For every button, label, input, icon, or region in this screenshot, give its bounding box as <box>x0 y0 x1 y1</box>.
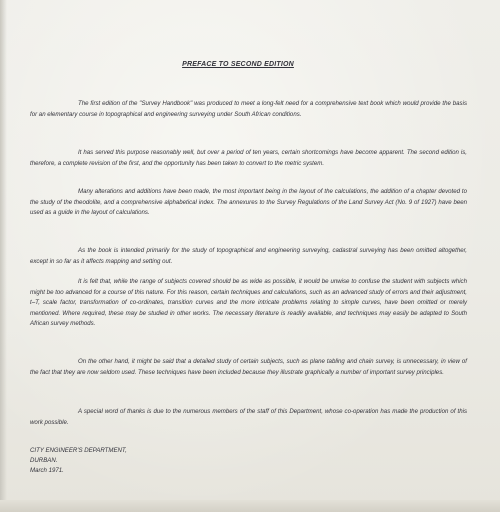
paragraph-second-edition: It has served this purpose reasonably well, but over a period of ten years, certain shortcomings have become apparent. The second edition is, therefore, a complete revision of the first, and the opportunity has been taken to convert to the metric system. <box>30 149 467 167</box>
paragraph-subjects-omitted: It is felt that, while the range of subjects covered should be as wide as possible, it would be unwise to confuse the student with subjects which might be too advanced for a course of this nature. For this reason, certain techniques and calculations, such as an advanced study of errors and their adjustment, t–T, scale factor, transformation of co-ordinates, transition curves and the more intricate problems relating to simple curves, have been omitted or merely mentioned. Where required, these may be studied in other works. The necessary literature is readily available, and techniques may easily be adapted to South African survey methods. <box>30 278 467 327</box>
page-title: PREFACE TO SECOND EDITION <box>182 61 294 68</box>
signature-city: DURBAN. <box>30 457 58 464</box>
paragraph-alterations: Many alterations and additions have been made, the most important being in the layout of the calculations, the addition of a chapter devoted to the study of the theodolite, and a comprehensive alphabetical index. The annexures to the Survey Regulations of the Land Survey Act (No. 9 of 1927) have been used as a guide in the layout of calculations. <box>30 188 467 216</box>
paragraph-plane-tabling: On the other hand, it might be said that a detailed study of certain subjects, such as plane tabling and chain survey, is unnecessary, in view of the fact that they are now seldom used. These techniques have been included because they illustrate graphically a number of important survey principles. <box>30 358 467 376</box>
signature-block <box>30 446 127 476</box>
page-bottom-edge <box>0 500 500 512</box>
paragraph-first-edition: The first edition of the "Survey Handbook" was produced to meet a long-felt need for a comprehensive text book which would provide the basis for an elementary course in topographical and engineering surveying under South African conditions. <box>30 100 467 118</box>
signature-date: March 1971. <box>30 467 64 474</box>
paragraph-scope: As the book is intended primarily for the study of topographical and engineering surveying, cadastral surveying has been omitted altogether, except in so far as it affects mapping and setting out. <box>30 247 467 265</box>
page-edge-shadow <box>0 0 7 512</box>
signature-department: CITY ENGINEER'S DEPARTMENT, <box>30 447 127 454</box>
paragraph-thanks: A special word of thanks is due to the numerous members of the staff of this Department, whose co-operation has made the production of this work possible. <box>30 408 467 426</box>
